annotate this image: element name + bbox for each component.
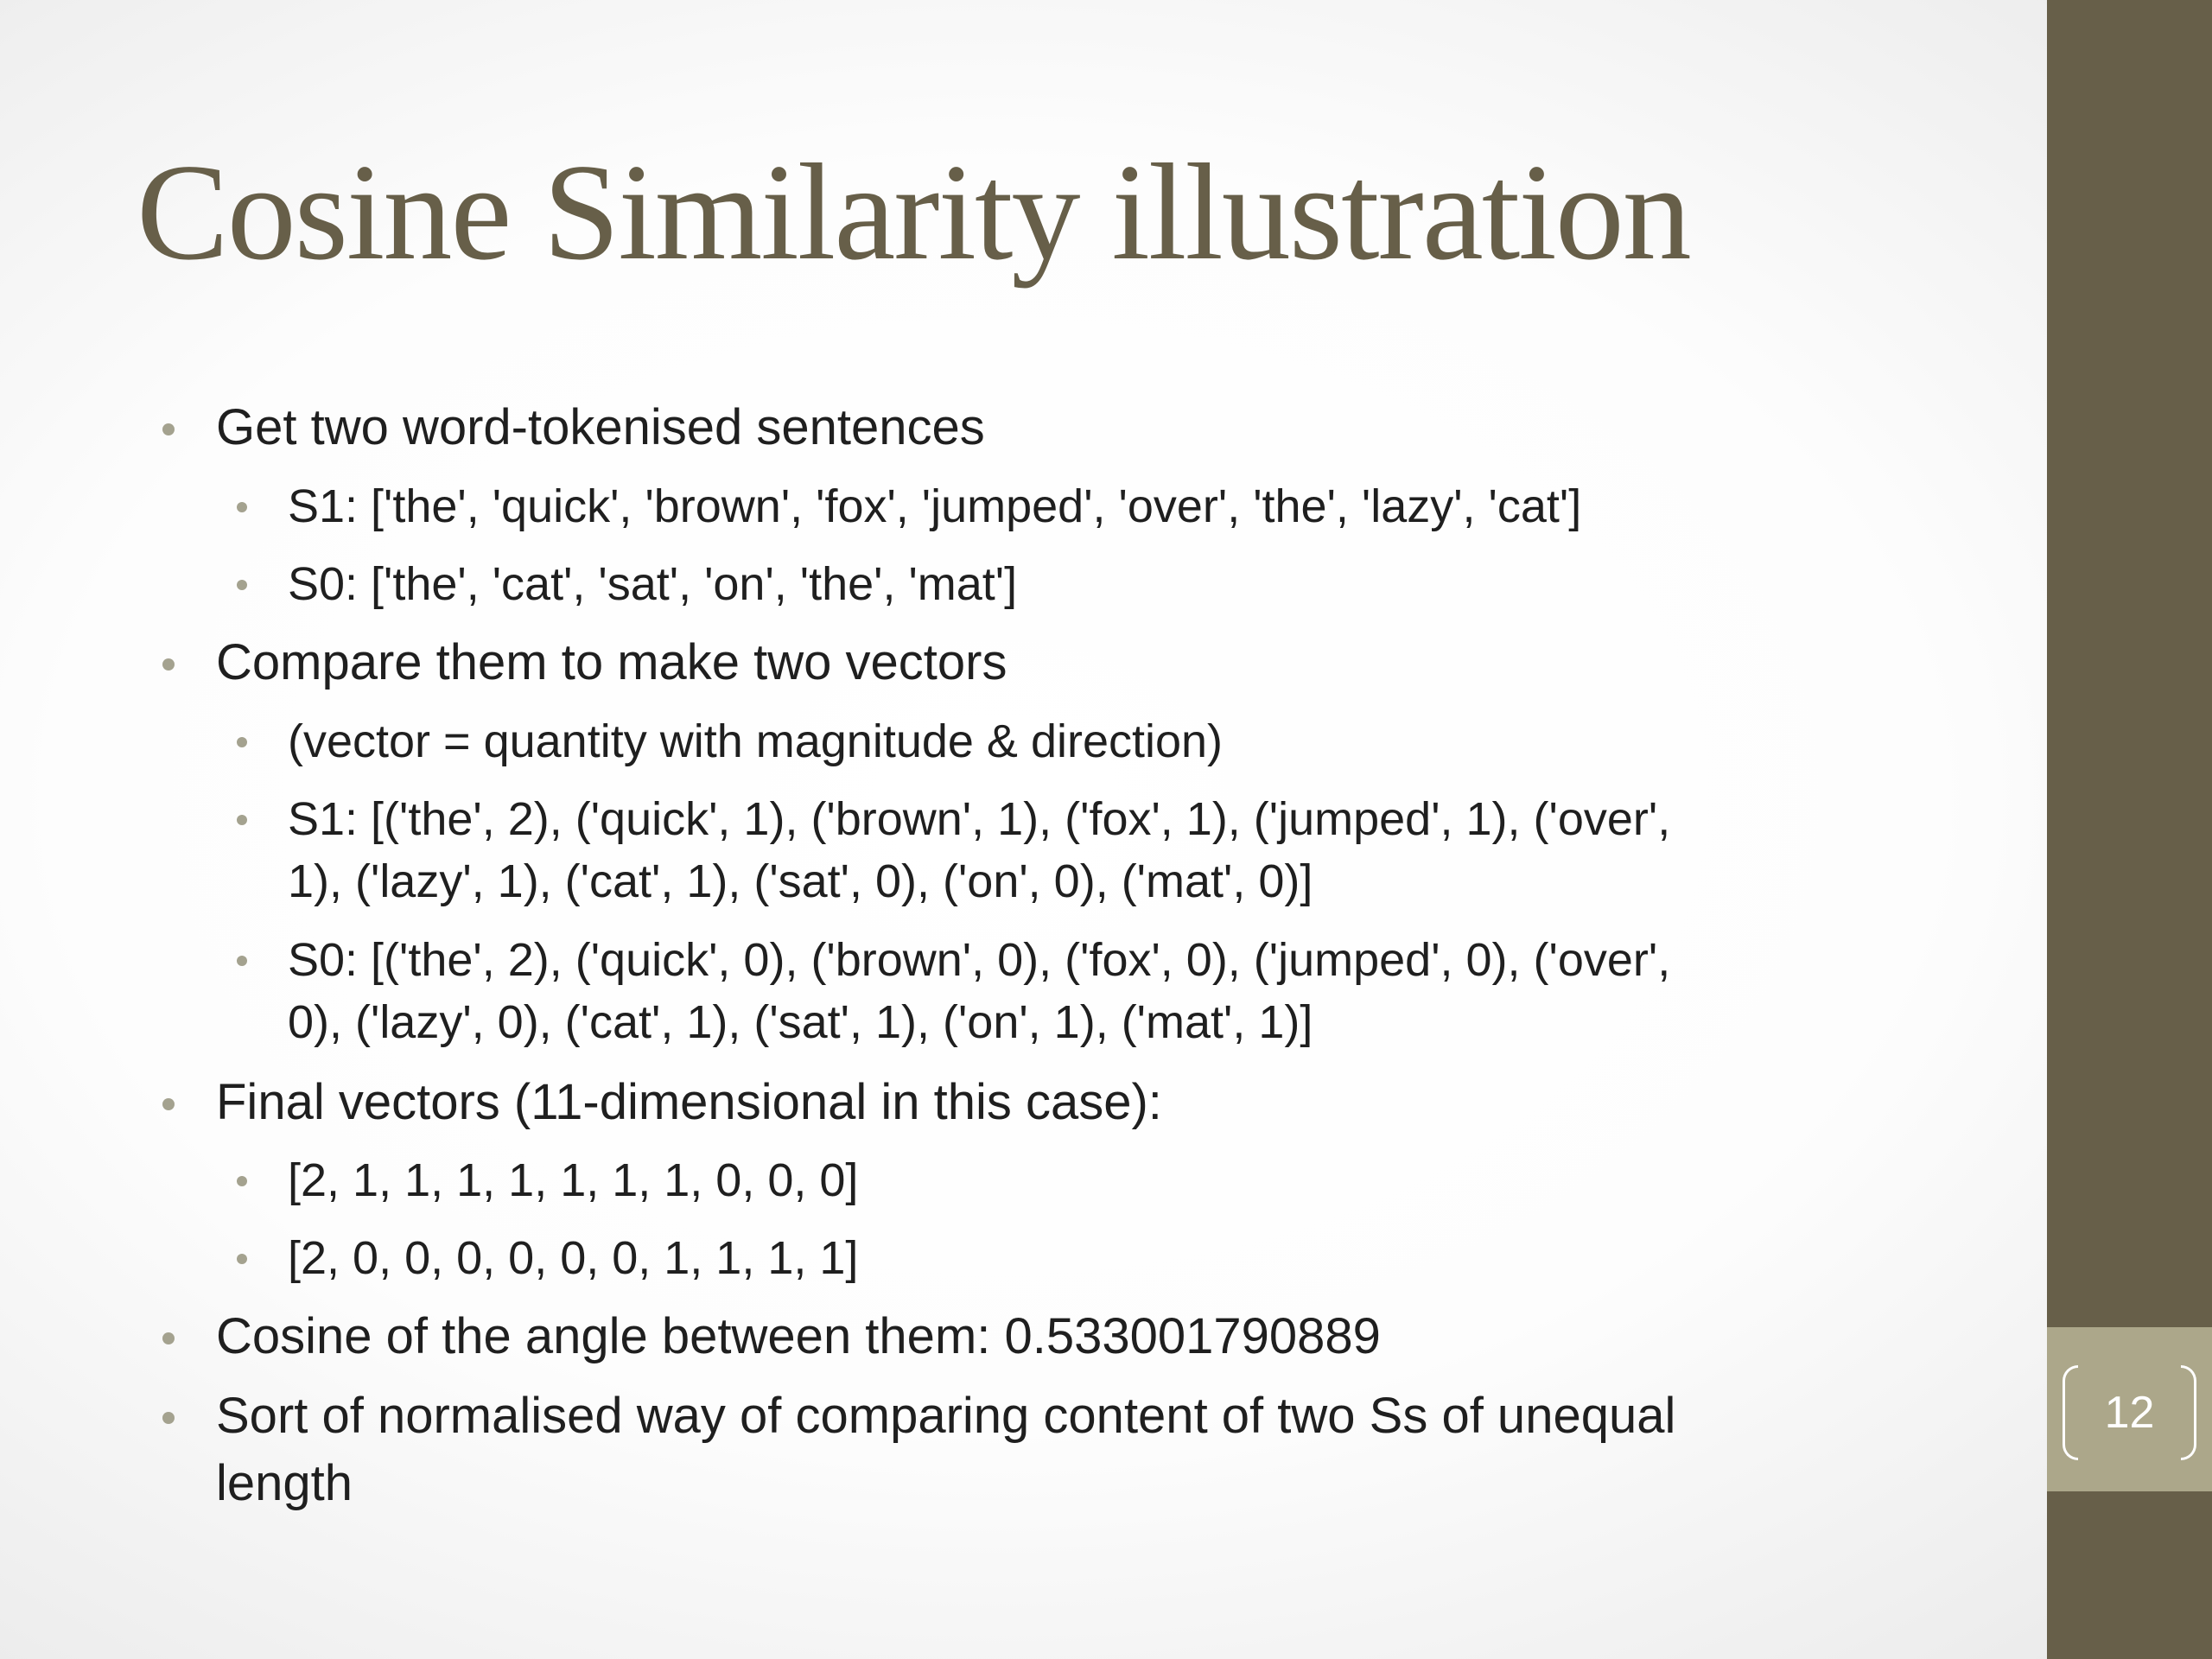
bullet-dot-icon <box>162 423 175 435</box>
bullet-text-line-2: 1), ('lazy', 1), ('cat', 1), ('sat', 0), ('on', 0), ('mat', 0)] <box>288 855 1313 907</box>
bullet-text: Final vectors (11-dimensional in this case): <box>216 1074 1162 1130</box>
bullet-text-line-2: 0), ('lazy', 0), ('cat', 1), ('sat', 1), ('on', 1), ('mat', 1)] <box>288 996 1313 1048</box>
bullet-text-line-1: Sort of normalised way of comparing content of two Ss of unequal <box>216 1388 1676 1444</box>
bullet-text-line-1: S0: [('the', 2), ('quick', 0), ('brown', 0), ('fox', 0), ('jumped', 0), ('over', <box>288 934 1671 986</box>
bullet-dot-icon <box>237 502 247 512</box>
bullet-dot-icon <box>162 1412 175 1424</box>
page-number: 12 <box>2104 1388 2155 1438</box>
bullet-text: [2, 1, 1, 1, 1, 1, 1, 1, 0, 0, 0] <box>288 1154 859 1206</box>
bullet-cosine-value <box>216 1303 1381 1370</box>
bullet-dot-icon <box>237 956 247 966</box>
bullet-get-two-sentences <box>216 394 985 461</box>
sub-bullet-s0-tokens <box>288 553 1017 615</box>
bullet-text-line-2: length <box>216 1455 353 1511</box>
sub-bullet-s1-counts <box>288 788 1670 912</box>
bullet-compare-vectors <box>216 629 1007 696</box>
sub-bullet-s1-tokens <box>288 475 1581 537</box>
bullet-dot-icon <box>237 815 247 825</box>
left-bracket-icon <box>2063 1365 2078 1460</box>
bullet-text: [2, 0, 0, 0, 0, 0, 0, 1, 1, 1, 1] <box>288 1232 859 1284</box>
bullet-text-line-1: S1: [('the', 2), ('quick', 1), ('brown', 1), ('fox', 1), ('jumped', 1), ('over', <box>288 793 1671 845</box>
bullet-text: Compare them to make two vectors <box>216 634 1007 690</box>
bullet-text: Cosine of the angle between them: 0.533001790889 <box>216 1308 1381 1364</box>
sub-bullet-vector-s1 <box>288 1149 858 1211</box>
bullet-normalised-comparison <box>216 1382 1675 1517</box>
bullet-dot-icon <box>237 1254 247 1264</box>
sub-bullet-vector-definition <box>288 710 1223 772</box>
bullet-text: (vector = quantity with magnitude & direction) <box>288 715 1224 767</box>
bullet-text: S0: ['the', 'cat', 'sat', 'on', 'the', 'mat'] <box>288 558 1018 610</box>
bullet-dot-icon <box>162 1332 175 1344</box>
bullet-final-vectors <box>216 1069 1162 1136</box>
right-bracket-icon <box>2181 1365 2196 1460</box>
bullet-dot-icon <box>237 737 247 747</box>
slide-title: Cosine Similarity illustration <box>137 135 1690 289</box>
bullet-dot-icon <box>237 1176 247 1186</box>
bullet-dot-icon <box>162 1098 175 1110</box>
sub-bullet-s0-counts <box>288 929 1670 1053</box>
sub-bullet-vector-s0 <box>288 1227 858 1289</box>
bullet-text: S1: ['the', 'quick', 'brown', 'fox', 'jumped', 'over', 'the', 'lazy', 'cat'] <box>288 480 1582 532</box>
bullet-text: Get two word-tokenised sentences <box>216 399 985 455</box>
bullet-dot-icon <box>237 580 247 590</box>
bullet-dot-icon <box>162 658 175 671</box>
